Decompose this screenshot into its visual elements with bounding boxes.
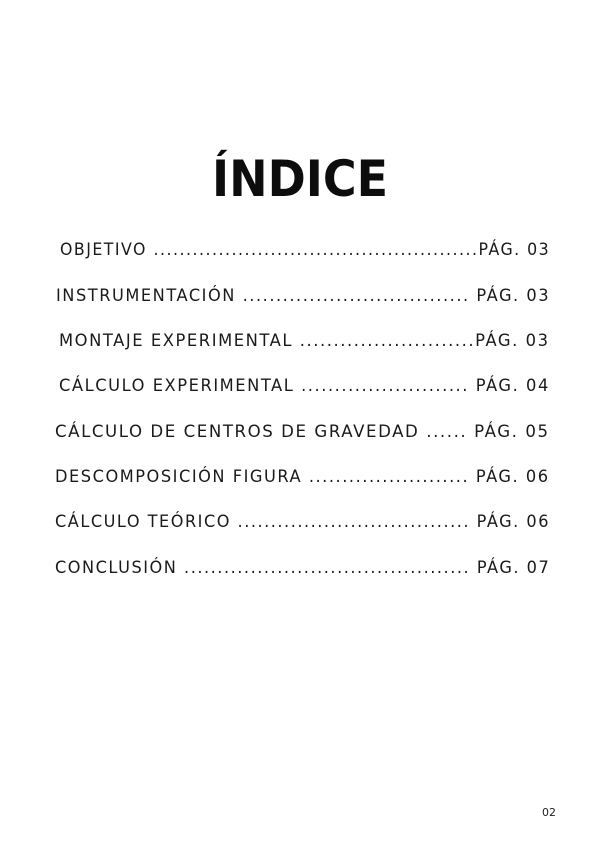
toc-entry-descomposicion-figura[interactable]: DESCOMPOSICIÓN FIGURA ........................ PÁG. 06 (55, 467, 550, 487)
toc-entry-conclusion[interactable]: CONCLUSIÓN ........................................... PÁG. 07 (55, 558, 551, 578)
toc-entry-objetivo[interactable]: OBJETIVO ..................................................PÁG. 03 (60, 240, 551, 260)
toc-entry-instrumentacion[interactable]: INSTRUMENTACIÓN .................................. PÁG. 03 (56, 286, 551, 306)
page-number: 02 (542, 806, 556, 819)
toc-entry-calculo-teorico[interactable]: CÁLCULO TEÓRICO ................................... PÁG. 06 (55, 512, 550, 532)
toc-entry-centros-de-gravedad[interactable]: CÁLCULO DE CENTROS DE GRAVEDAD ...... PÁG. 05 (55, 422, 550, 442)
toc-entry-calculo-experimental[interactable]: CÁLCULO EXPERIMENTAL ......................... PÁG. 04 (59, 376, 550, 396)
toc-entry-montaje-experimental[interactable]: MONTAJE EXPERIMENTAL ..........................PÁG. 03 (59, 331, 550, 351)
page-title: ÍNDICE (211, 149, 389, 208)
